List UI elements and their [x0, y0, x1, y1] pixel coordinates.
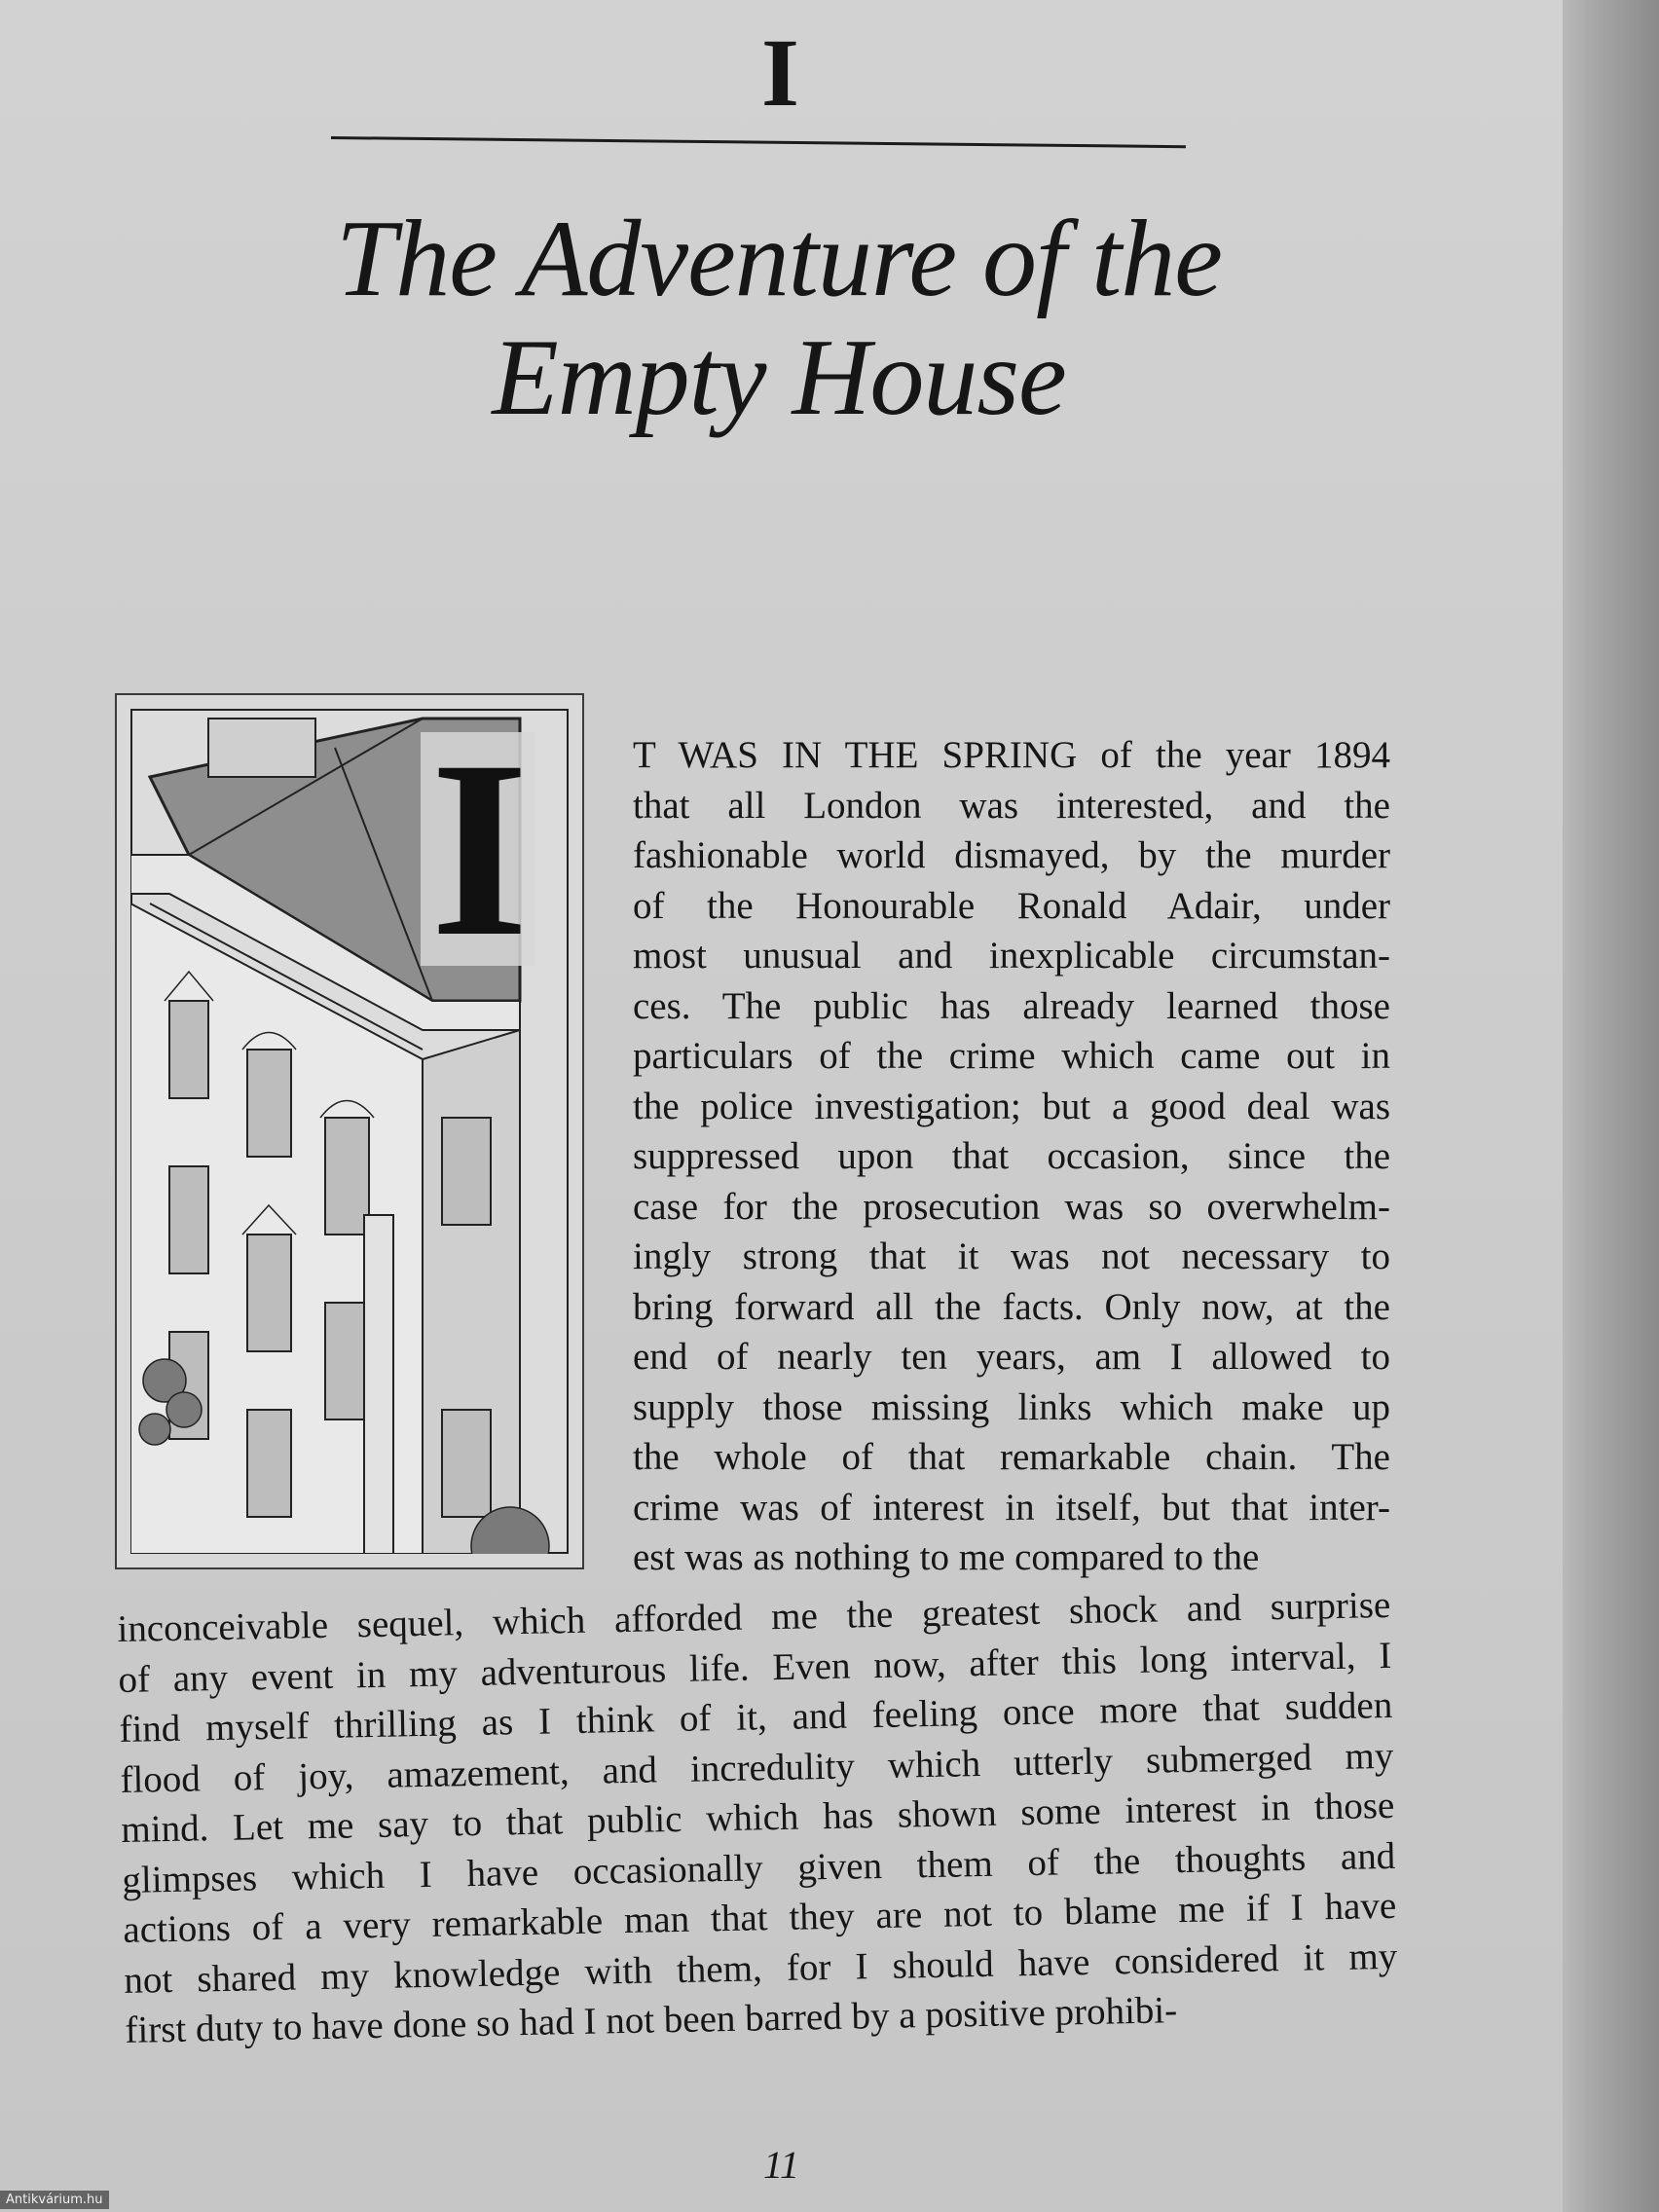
text-line: of the Honourable Ronald Adair, under: [633, 884, 1390, 927]
text-line: est was as nothing to me compared to the: [633, 1536, 1260, 1578]
text-line: ces. The public has already learned those: [633, 984, 1390, 1027]
chapter-title-line-1: The Adventure of the: [335, 199, 1222, 319]
text-line: case for the prosecution was so overwhelm-: [633, 1185, 1390, 1228]
drop-cap: I: [421, 732, 535, 966]
chapter-numeral: I: [761, 18, 801, 127]
text-line: end of nearly ten years, am I allowed to: [633, 1336, 1390, 1378]
text-line: most unusual and inexplicable circumstan-: [633, 935, 1390, 977]
page-edge-shadow: [1563, 0, 1659, 2212]
wrapped-paragraph: [633, 730, 1390, 1583]
text-line: flood of joy, amazement, and incredulity which utterly submerged my: [120, 1734, 1394, 1801]
text-line: particulars of the crime which came out in: [633, 1035, 1390, 1077]
text-line: suppressed upon that occasion, since the: [633, 1135, 1390, 1177]
text-line: glimpses which I have occasionally given them of the thoughts and: [122, 1834, 1396, 1901]
page-number: 11: [762, 2143, 800, 2187]
text-line: mind. Let me say to that public which has shown some interest in those: [121, 1784, 1395, 1851]
chapter-rule: [331, 136, 1186, 148]
text-line: actions of a very remarkable man that they are not to blame me if I have: [123, 1884, 1397, 1951]
text-line: first duty to have done so had I not been barred by a positive prohibi-: [124, 1989, 1178, 2051]
watermark: Antikvárium.hu: [0, 2191, 109, 2209]
text-line: supply those missing links which make up: [633, 1385, 1390, 1428]
text-line: fashionable world dismayed, by the murder: [633, 834, 1390, 876]
text-line: ingly strong that it was not necessary to: [633, 1235, 1390, 1277]
chapter-title-line-2: Empty House: [492, 317, 1066, 438]
text-line: inconceivable sequel, which afforded me the greatest shock and surprise: [117, 1583, 1391, 1650]
text-line: the whole of that remarkable chain. The: [633, 1436, 1390, 1478]
text-line: of any event in my adventurous life. Even now, after this long interval, I: [118, 1634, 1392, 1701]
chapter-title: [292, 200, 1266, 437]
text-line: the police investigation; but a good deal was: [633, 1085, 1390, 1127]
text-line: not shared my knowledge with them, for I should have considered it my: [123, 1935, 1398, 2002]
full-width-paragraph: [117, 1580, 1399, 2056]
text-line: find myself thrilling as I think of it, and feeling once more that sudden: [119, 1683, 1393, 1751]
text-line: crime was of interest in itself, but that inter-: [633, 1486, 1390, 1529]
text-line: T WAS IN THE SPRING of the year 1894: [633, 734, 1390, 776]
text-line: bring forward all the facts. Only now, at the: [633, 1285, 1390, 1328]
text-line: that all London was interested, and the: [633, 784, 1390, 827]
